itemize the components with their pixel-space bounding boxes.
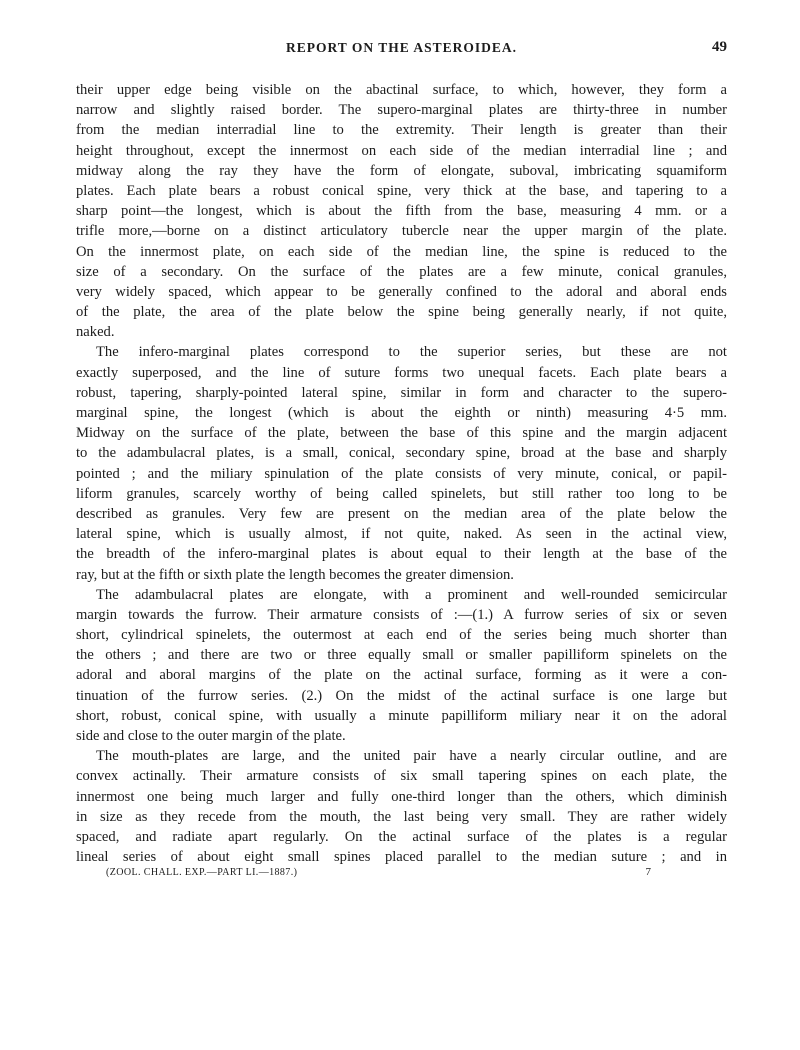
- text-line: of the plate, the area of the plate below the spine being generally nearly, if not quite,: [76, 304, 727, 321]
- text-line: short, cylindrical spinelets, the outermost at each end of the series being much shorter than: [76, 627, 727, 644]
- text-line: midway along the ray they have the form of elongate, suboval, imbricating squamiform: [76, 162, 727, 179]
- text-line: The adambulacral plates are elongate, with a prominent and well-rounded semicircular: [96, 586, 727, 603]
- text-line: On the innermost plate, on each side of the median line, the spine is reduced to the: [76, 243, 727, 260]
- text-line: The mouth-plates are large, and the united pair have a nearly circular outline, and are: [96, 748, 727, 765]
- text-line: innermost one being much larger and fully one-third longer than the others, which diminish: [76, 788, 727, 805]
- text-line: exactly superposed, and the line of suture forms two unequal facets. Each plate bears a: [76, 364, 727, 381]
- text-line: naked.: [76, 324, 115, 341]
- text-line: sharp point—the longest, which is about the fifth from the base, measuring 4 mm. or a: [76, 203, 727, 220]
- text-line: marginal spine, the longest (which is about the eighth or ninth) measuring 4·5 mm.: [76, 405, 727, 421]
- text-line: trifle more,—borne on a distinct articulatory tubercle near the upper margin of the plate.: [76, 223, 727, 240]
- text-line: tinuation of the furrow series. (2.) On the midst of the actinal surface is one large but: [76, 687, 727, 704]
- body-text: [76, 80, 727, 867]
- text-line: ray, but at the fifth or sixth plate the length becomes the greater dimension.: [76, 566, 514, 583]
- text-line: robust, tapering, sharply-pointed lateral spine, similar in form and character to the supero-: [76, 384, 727, 401]
- paragraph: [76, 342, 727, 584]
- signature-line: (ZOOL. CHALL. EXP.—PART LI.—1887.): [106, 867, 298, 879]
- text-line: from the median interradial line to the extremity. Their length is greater than their: [76, 122, 727, 139]
- text-line: the breadth of the infero-marginal plates is about equal to their length at the base of the: [76, 546, 727, 563]
- text-line: plates. Each plate bears a robust conical spine, very thick at the base, and tapering to a: [76, 182, 727, 199]
- text-line: pointed ; and the miliary spinulation of the plate consists of very minute, conical, or papil-: [76, 465, 727, 482]
- running-header: [76, 40, 727, 64]
- text-line: their upper edge being visible on the abactinal surface, to which, however, they form a: [76, 82, 727, 98]
- text-line: height throughout, except the innermost on each side of the median interradial line ; and: [76, 142, 727, 159]
- text-line: Midway on the surface of the plate, between the base of this spine and the margin adjacent: [76, 425, 727, 442]
- text-line: The infero-marginal plates correspond to the superior series, but these are not: [96, 344, 727, 361]
- text-line: to the adambulacral plates, is a small, conical, secondary spine, broad at the base and sharply: [76, 445, 727, 462]
- text-line: the others ; and there are two or three equally small or smaller papilliform spinelets on the: [76, 647, 727, 664]
- text-line: convex actinally. Their armature consists of six small tapering spines on each plate, the: [76, 768, 727, 785]
- text-line: adoral and aboral margins of the plate on the actinal surface, forming as it were a con-: [76, 667, 727, 684]
- text-line: size of a secondary. On the surface of the plates are a few minute, conical granules,: [76, 263, 727, 280]
- text-line: narrow and slightly raised border. The supero-marginal plates are thirty-three in number: [76, 102, 727, 119]
- page: [76, 40, 727, 885]
- sheet-number: 7: [645, 866, 651, 879]
- text-line: described as granules. Very few are present on the median area of the plate below the: [76, 505, 727, 522]
- text-line: side and close to the outer margin of the plate.: [76, 728, 346, 744]
- paragraph: [76, 746, 727, 867]
- page-number: 49: [712, 39, 727, 55]
- text-line: spaced, and radiate apart regularly. On the actinal surface of the plates is a regular: [76, 828, 727, 845]
- text-line: margin towards the furrow. Their armature consists of :—(1.) A furrow series of six or seven: [76, 606, 727, 623]
- text-line: very widely spaced, which appear to be generally confined to the adoral and aboral ends: [76, 283, 727, 300]
- paragraph: [76, 80, 727, 342]
- text-line: lateral spine, which is usually almost, if not quite, naked. As seen in the actinal view,: [76, 526, 727, 543]
- page-footer: [76, 867, 727, 885]
- text-line: lineal series of about eight small spines placed parallel to the median suture ; and in: [76, 849, 727, 866]
- text-line: short, robust, conical spine, with usually a minute papilliform miliary near it on the adoral: [76, 707, 727, 724]
- text-line: liform granules, scarcely worthy of being called spinelets, but still rather too long to be: [76, 485, 727, 502]
- paragraph: [76, 585, 727, 747]
- text-line: in size as they recede from the mouth, the last being very small. They are rather widely: [76, 808, 727, 825]
- running-title: REPORT ON THE ASTEROIDEA.: [285, 40, 518, 55]
